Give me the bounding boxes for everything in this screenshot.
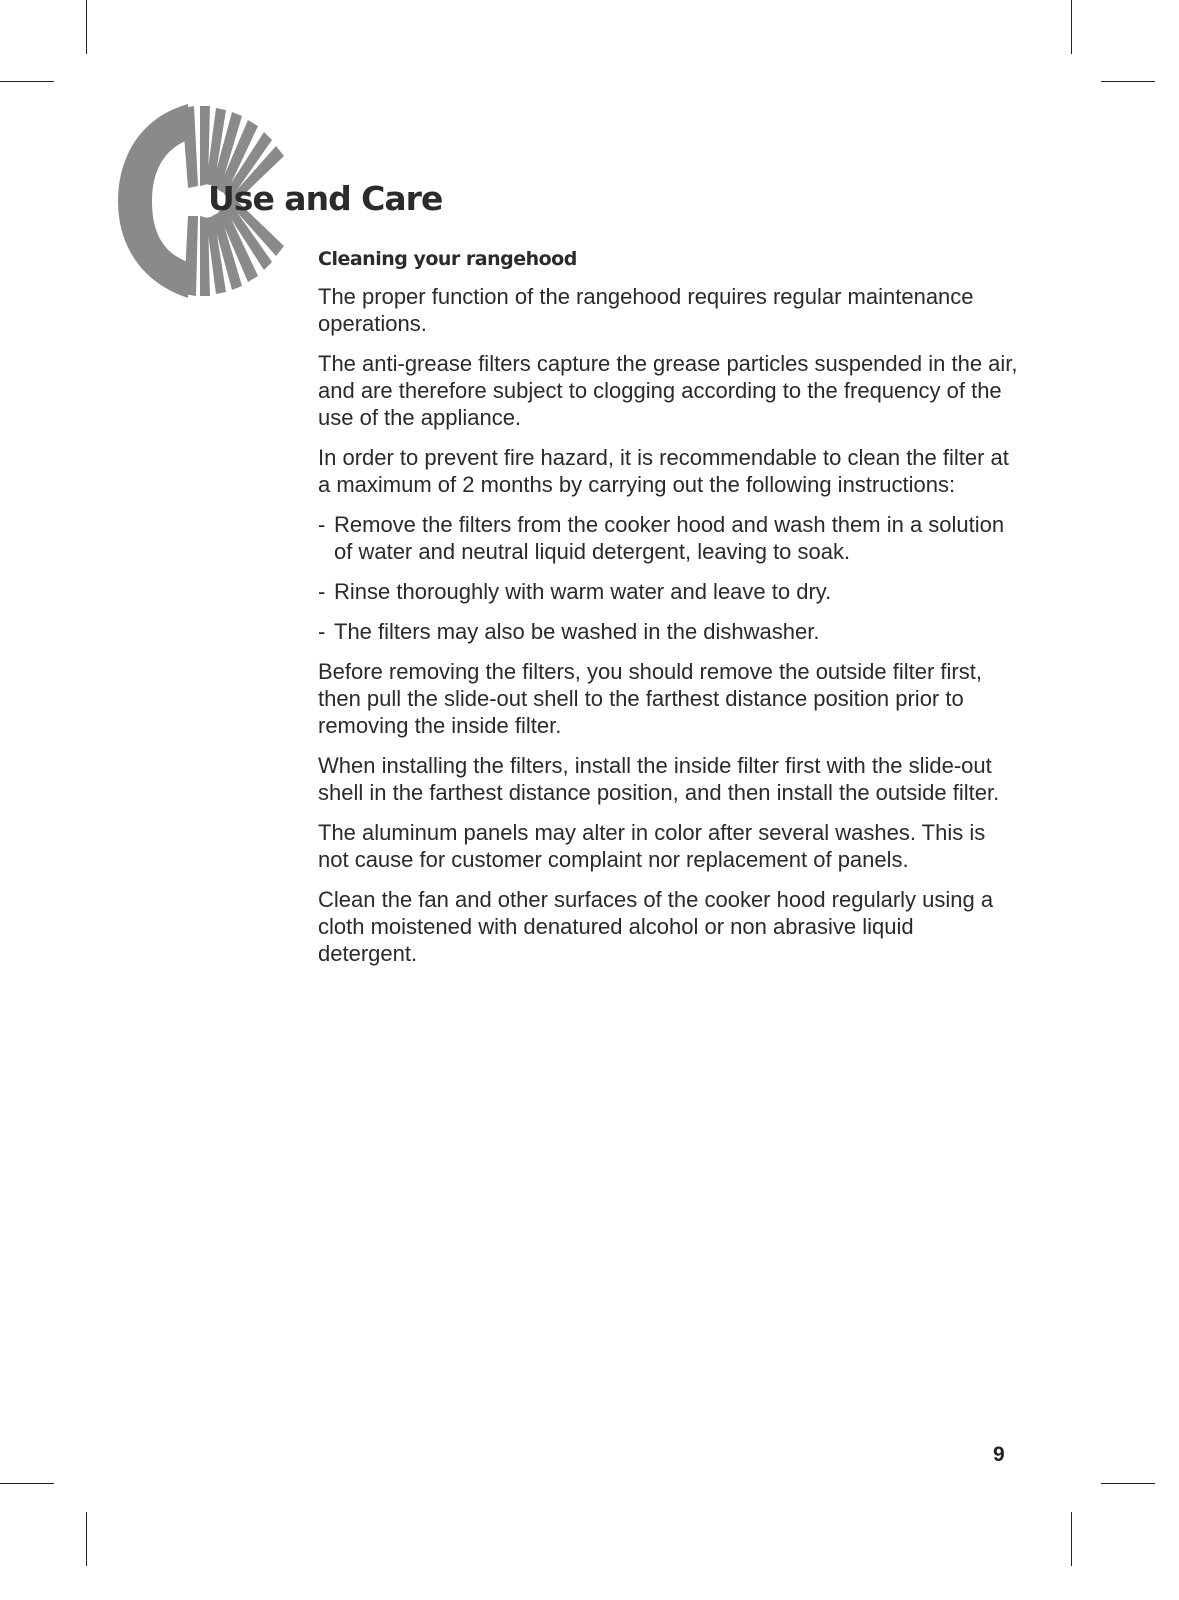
section-heading: Cleaning your rangehood [318,248,577,270]
paragraph: The proper function of the rangehood requires regular maintenance operations. [318,284,974,336]
crop-mark-top-right-h [1101,81,1155,82]
crop-mark-bottom-left-h [0,1483,54,1484]
content-column [318,248,1018,980]
list-item [318,618,1018,645]
crop-mark-bottom-left [86,1512,87,1566]
list-item-text: Rinse thoroughly with warm water and leave to dry. [334,579,832,604]
bullet-marker: - [318,579,326,604]
paragraph: Before removing the filters, you should remove the outside filter first, then pull the slide-out shell to the farthest distance position prior to removing the inside filter. [318,659,982,738]
crop-mark-bottom-right [1071,1512,1072,1566]
crop-mark-bottom-right-h [1101,1483,1155,1484]
paragraph: Clean the fan and other surfaces of the cooker hood regularly using a cloth moistened with denatured alcohol or non abrasive liquid detergent. [318,887,994,966]
list-item-text: Remove the filters from the cooker hood and wash them in a solution of water and neutral liquid detergent, leaving to soak. [334,512,1005,564]
list-item [318,511,1018,565]
page-title: Use and Care [208,179,443,218]
paragraph: The aluminum panels may alter in color after several washes. This is not cause for customer complaint nor replacement of panels. [318,820,986,872]
list-item-text: The filters may also be washed in the dishwasher. [334,619,820,644]
bullet-marker: - [318,619,326,644]
paragraph: When installing the filters, install the inside filter first with the slide-out shell in the farthest distance position, and then install the outside filter. [318,753,1000,805]
paragraph: In order to prevent fire hazard, it is recommendable to clean the filter at a maximum of 2 months by carrying out the following instructions: [318,445,1009,497]
crop-mark-top-left [86,0,87,54]
paragraph: The anti-grease filters capture the grease particles suspended in the air, and are therefore subject to clogging according to the frequency of the use of the appliance. [318,351,1018,430]
crop-mark-top-left-h [0,81,54,82]
bullet-marker: - [318,512,326,537]
list-item [318,578,1018,605]
crop-mark-top-right [1071,0,1072,54]
page-number: 9 [993,1443,1005,1466]
